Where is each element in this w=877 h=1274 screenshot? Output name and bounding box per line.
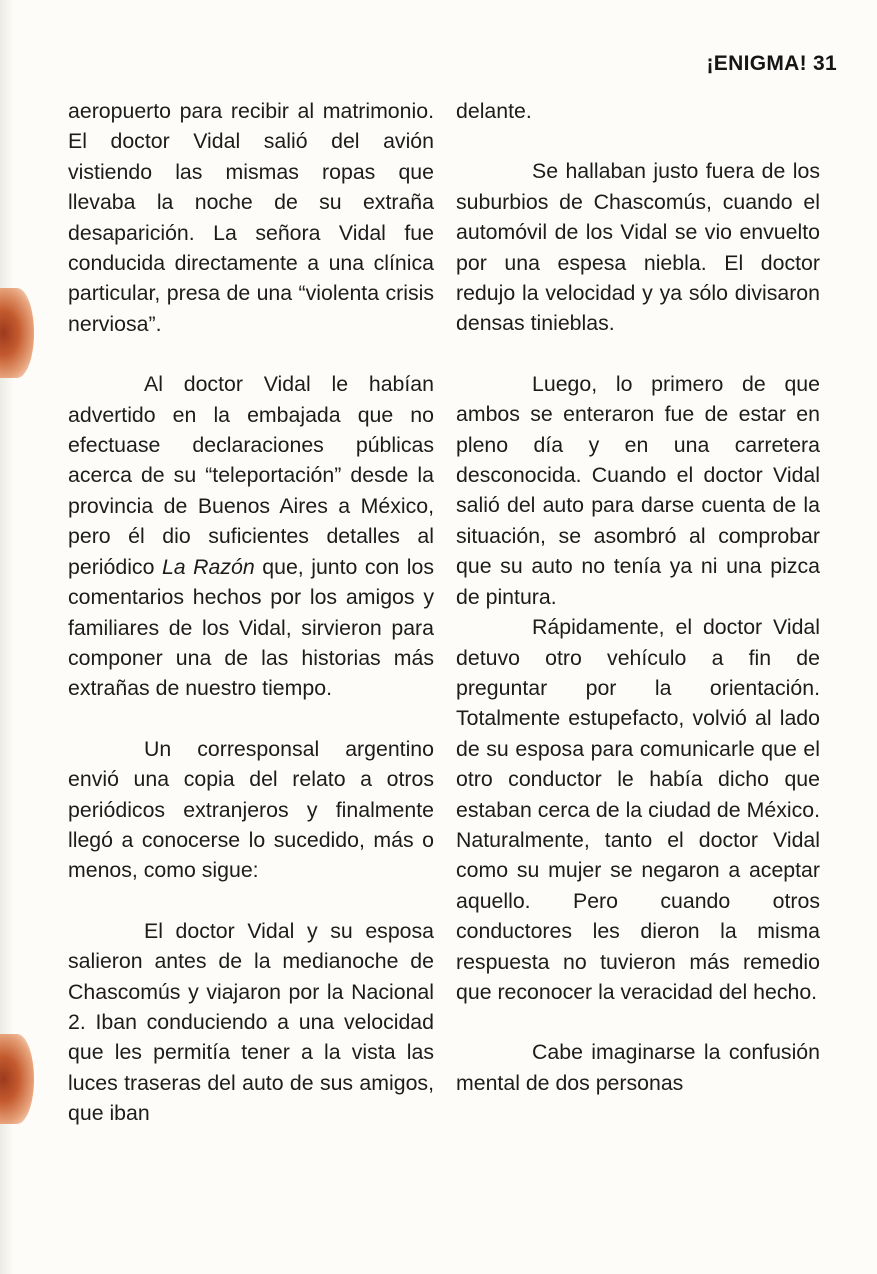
left-column (68, 96, 434, 1129)
paragraph: El doctor Vidal y su esposa salieron antes de la medianoche de Chascomús y viajaron por la Nacional 2. Iban conduciendo a una velocidad que les permitía tener a la vista las luces traseras del auto de sus amigos, que iban (68, 918, 434, 1126)
paragraph: Se hallaban justo fuera de los suburbios de Chascomús, cuando el automóvil de los Vidal se vio envuelto por una espesa niebla. El doctor redujo la velocidad y ya sólo divisaron densas tinieblas. (456, 159, 820, 336)
paragraph (68, 369, 434, 703)
binding-hole-bottom (0, 1034, 34, 1124)
paragraph: delante. (456, 99, 532, 123)
right-column (456, 96, 820, 1098)
paragraph: Cabe imaginarse la confusión mental de dos personas (456, 1040, 820, 1095)
paragraph-text: que, junto con los comentarios hechos por los amigos y familiares de los Vidal, sirvieron para componer una de las historias más extrañas de nuestro tiempo. (68, 554, 435, 701)
paragraph: Un corresponsal argentino envió una copia del relato a otros periódicos extranjeros y finalmente llegó a conocerse lo sucedido, más o menos, como sigue: (68, 736, 434, 883)
binding-hole-top (0, 288, 34, 378)
running-head: ¡ENIGMA! 31 (706, 52, 837, 75)
paragraph-text: Al doctor Vidal le habían advertido en la embajada que no efectuase declaraciones públicas acerca de su “teleportación” desde la provincia de Buenos Aires a México, pero él dio suficientes detalles al periódico (68, 372, 434, 579)
paragraph: Luego, lo primero de que ambos se enteraron fue de estar en pleno día y en una carretera desconocida. Cuando el doctor Vidal salió del auto para darse cuenta de la situación, se asombró al comprobar que su auto no tenía ya ni una pizca de pintura. (456, 371, 820, 609)
newspaper-title: La Razón (161, 554, 255, 579)
paragraph: aeropuerto para recibir al matrimonio. El doctor Vidal salió del avión vistiendo las mismas ropas que llevaba la noche de su extraña desaparición. La señora Vidal fue conducida directamente a una clínica particular, presa de una “violenta crisis nerviosa”. (68, 99, 434, 336)
paragraph: Rápidamente, el doctor Vidal detuvo otro vehículo a fin de preguntar por la orientación. Totalmente estupefacto, volvió al lado de su esposa para comunicarle que el otro conductor le había dicho que estaban cerca de la ciudad de México. Naturalmente, tanto el doctor Vidal como su mujer se negaron a aceptar aquello. Pero cuando otros conductores les dieron la misma respuesta no tuvieron más remedio que reconocer la veracidad del hecho. (456, 615, 820, 1004)
